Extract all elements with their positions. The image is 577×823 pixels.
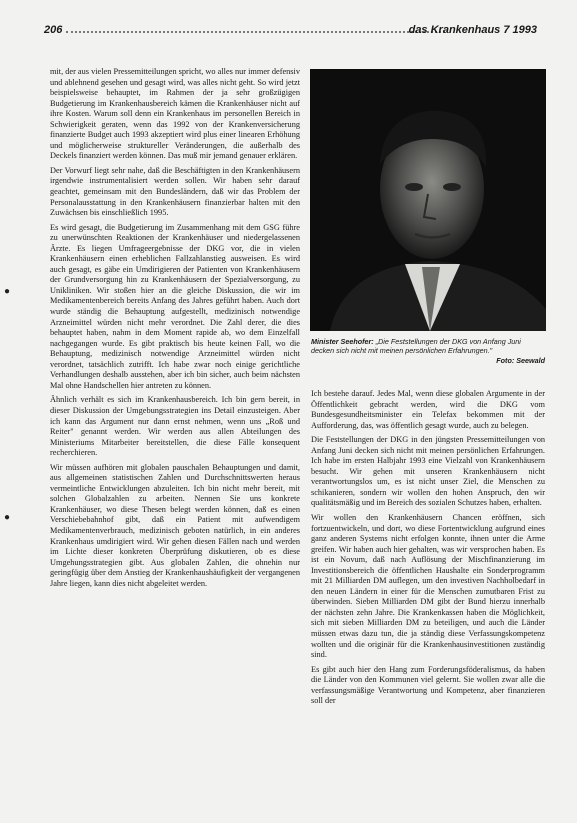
- caption-quote: „Die Feststellungen der DKG von Anfang Juni decken sich nicht mit meinen persönlichen Erfahrungen.": [311, 337, 521, 356]
- paragraph: Der Vorwurf liegt sehr nahe, daß die Beschäftigten in den Krankenhäusern irgendwie instrumentalisiert werden sollen. Wir haben sehr darauf geachtet, gemeinsam mit den Bundesländern, daß wir das Problem der Personalausstattung in den Krankenhäusern finanzierbar halten mit den Zuwächsen bis einschließlich 1995.: [50, 165, 300, 218]
- caption-lead: Minister Seehofer:: [311, 337, 374, 346]
- paragraph: Wir müssen aufhören mit globalen pauschalen Behauptungen und damit, aus allgemeinen statistischen Zahlen und Durchschnittswerten heraus vermeintliche Entwicklungen abzuleiten. Ich bin nicht mehr bereit, mit solchen Globalzahlen zu arbeiten. Nennen Sie uns konkrete Krankenhäuser, wo diese Thesen belegt werden können, daß es einen Verschiebebahnhof gibt, daß ein Patient mit aufwendigem Medikamentenverbrauch, medizinisch geboten natürlich, in ein anderes Krankenhaus umdirigiert wird. Wir gehen diesen Fällen nach und werden im Lichte dieser konkreten Überprüfung diskutieren, ob es diese Umgehungsstrategien gibt. Aus globalen Zahlen, die ohnehin nur geringfügig über dem Anstieg der Krankenhaushäufigkeit der vergangenen Jahre liegen, kann dies nicht abgeleitet werden.: [50, 462, 300, 588]
- paragraph: mit, der aus vielen Pressemitteilungen spricht, wo alles nur immer defensiv und ablehnend gesehen und gesagt wird, was alles nicht geht. So wird jetzt beispielsweise behauptet, im Rahmen der ja sehr großzügigen Budgetierung im Krankenhausbereich kämen die Krankenhäuser nicht auf ihre Kosten. Warum soll denn ein Krankenhaus im personellen Bereich in Schwierigkeit geraten, wenn das 1992 von der Krankenversicherung finanzierte Budget auch 1993 akzeptiert wird plus einer linearen Erhöhung und möglicherweise struktureller Veränderungen, die außerhalb des Deckels finanziert werden können. Das muß mir jemand genauer erklären.: [50, 67, 300, 161]
- page-number: 206: [44, 24, 63, 36]
- left-column: [50, 67, 300, 593]
- portrait-image: [310, 69, 546, 331]
- header-dotted-rule: [66, 31, 445, 33]
- paragraph: Wir wollen den Krankenhäusern Chancen eröffnen, sich fortzuentwickeln, und dort, wo diese Fortentwicklung aufgrund eines ganz anderen Systems nicht erfolgen konnte, ihnen unter die Arme greifen. Wir haben auch hier gehalten, was wir versprochen haben. Es ist ein Novum, daß nach Auflösung der Mischfinanzierung im Investitionsbereich die öffentlichen Haushalte ein Sonderprogramm mit 21 Milliarden DM auflegen, um den investiven Nachholbedarf in den neuen Ländern in einer für die Menschen zumutbaren Frist zu überwinden. Sieben Milliarden DM gibt der Bund hierzu innerhalb der nächsten zehn Jahre. Die Krankenkassen haben die Möglichkeit, sich mit sieben Milliarden DM zu beteiligen, und auch die Länder müssen etwas dazu tun, die ja ständig diese Verfassungskompetenz wollten und die originär für die Krankenhausinvestitionen zuständig sind.: [311, 513, 545, 660]
- paragraph: Die Feststellungen der DKG in den jüngsten Pressemitteilungen von Anfang Juni decken sich nicht mit meinen persönlichen Erfahrungen. Ich habe im ersten Halbjahr 1993 eine Vielzahl von Krankenhäusern besucht. Wir gehen mit unseren Krankenhäusern nicht verantwortungslos um, es ist nicht unser Ziel, die Menschen zu schikanieren, sondern wir wollen den hohen Anspruch, den wir qualitätsmäßig und im Bereich des sozialen Schutzes haben, erhalten.: [311, 435, 545, 508]
- page-header: [0, 0, 577, 40]
- magazine-title: das Krankenhaus 7 1993: [408, 24, 537, 36]
- right-column: [311, 389, 545, 711]
- paragraph: Ich bestehe darauf. Jedes Mal, wenn diese globalen Argumente in der Öffentlichkeit gebracht werden, wird die DKG vom Bundesgesundheitsminister ein Telefax bekommen mit der Aufforderung, das, was öffentlich gesagt wurde, auch zu belegen.: [311, 389, 545, 430]
- margin-mark: ●: [4, 286, 11, 297]
- portrait-photo: [310, 69, 546, 331]
- photo-caption: [311, 337, 545, 365]
- margin-mark: ●: [4, 512, 11, 523]
- paragraph: Es wird gesagt, die Budgetierung im Zusammenhang mit dem GSG führe zu unerwünschten Reaktionen der Krankenhäuser und niedergelassenen Ärzte. Es liegen Umfrageergebnisse der DKG vor, die in vielen Krankenhäusern einen erheblichen Fallzahlanstieg ausweisen. Es wird auch gesagt, es gäbe ein Umdirigieren der Patienten von Krankenhäusern der Grundversorgung hin zu Krankenhäusern der Spezialversorgung, zu Unikliniken. Wir stoßen hier an die gleiche Diskussion, die wir im Medikamentenbereich bereits Anfang des Jahres geführt haben. Auch dort wurde ständig die Behauptung aufgestellt, medizinisch notwendige Arzneimittel würden nicht mehr verordnet. Die Zahl derer, die dies behauptet haben, nahm in dem Moment rapide ab, wo dem Einzelfall nachgegangen wurde. Es gibt praktisch bis heute keinen Fall, wo die Behauptung, medizinisch notwendige Arzneimittel würden nicht verordnet, tatsächlich zutrifft. Ich habe zwar noch einige gerichtliche Verhandlungen deshalb ausstehen, aber ich bin sicher, auch beim nächsten Mal ohne Handschellen hier antreten zu können.: [50, 222, 300, 390]
- photo-credit: Foto: Seewald: [496, 355, 545, 365]
- paragraph: Ähnlich verhält es sich im Krankenhausbereich. Ich bin gern bereit, in dieser Diskussion der Umgebungsstrategien ins Detail einzusteigen. Aber ich kann das Argument nur dann ernst nehmen, wenn uns „Roß und Reiter" genannt werden. Wir werden aus allen Abteilungen des Ministeriums Mitarbeiter bereitstellen, die diese Fälle konsequent recherchieren.: [50, 395, 300, 458]
- paragraph: Es gibt auch hier den Hang zum Forderungsföderalismus, da haben die Länder von den Kommunen viel gelernt. Sie wollen zwar alle die verfassungsmäßige Verantwortung und Kompetenz, aber finanzieren soll der: [311, 664, 545, 706]
